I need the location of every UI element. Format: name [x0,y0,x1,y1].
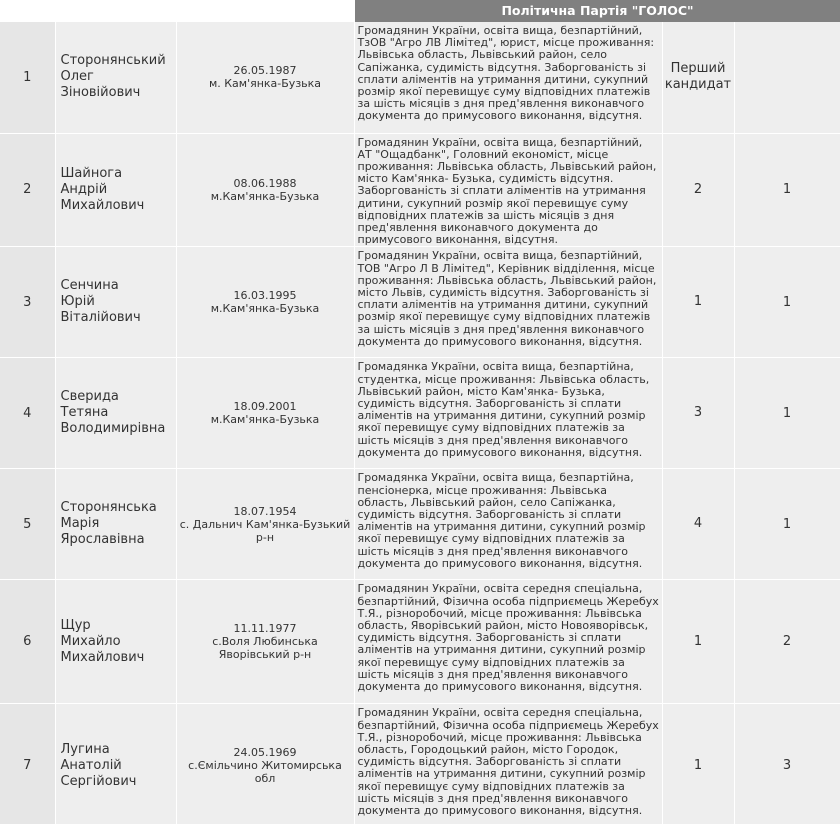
candidate-bio: Громадянка України, освіта вища, безпартійна, студентка, місце проживання: Львівська область, Львівський район, місто Кам'янка- Бузька, судимість відсутня. Заборгованість зі сплати аліментів на утримання дитини, сукупний розмір якої перевищує суму відповідних платежів за шість місяців з дня пред'явлення виконавчого документа до примусового виконання, відсутня. [354,358,662,469]
row-number: 7 [0,704,55,824]
birth-place: м.Кам'янка-Бузька [210,302,320,316]
row-number: 3 [0,247,55,358]
candidate-name [55,358,176,469]
candidate-name [55,133,176,247]
birth-info [176,580,354,704]
first-name: Марія [60,516,100,532]
surname: Щур [60,617,91,633]
birth-place: с.Ємільчино Житомирська обл [188,759,342,786]
table-row [0,133,840,247]
patronymic: Володимирівна [60,421,166,437]
candidate-bio: Громадянин України, освіта середня спеціальна, безпартійний, Фізична особа підприємець Жеребух Т.Я., різноробочий, місце проживання: Львівська область, Городоцький район, місто Городок, судимість відсутня. Заборгованість зі сплати аліментів на утримання дитини, сукупний розмір якої перевищує суму відповідних платежів за шість місяців з дня пред'явлення виконавчого документа до примусового виконання, відсутня. [354,704,662,824]
list-position: 1 [662,247,734,358]
birth-date: 18.09.2001 [233,400,297,414]
district-number: 1 [734,358,840,469]
surname: Шайнога [60,165,123,181]
surname: Сторонянська [60,500,157,516]
table-row [0,22,840,133]
header-spacer [0,0,355,22]
row-number: 6 [0,580,55,704]
patronymic: Віталійович [60,310,141,326]
first-name: Михайло [60,633,121,649]
candidate-bio: Громадянин України, освіта вища, безпартійний, ТОВ "Агро Л В Лімітед", Керівник відділення, місце проживання: Львівська область, Львівський район, місто Львів, судимість відсутня. Заборгованість зі сплати аліментів на утримання дитини, сукупний розмір якої перевищує суму відповідних платежів за шість місяців з дня пред'явлення виконавчого документа до примусового виконання, відсутня. [354,247,662,358]
list-position: 1 [662,580,734,704]
candidate-name [55,22,176,133]
birth-info [176,133,354,247]
patronymic: Михайлович [60,649,145,665]
table-row [0,247,840,358]
list-position: 1 [662,704,734,824]
candidate-name [55,469,176,580]
birth-place: с.Воля Любинська Яворівський р-н [212,635,318,662]
birth-date: 16.03.1995 [233,289,297,303]
candidate-name [55,704,176,824]
table-row [0,469,840,580]
party-title: Політична Партія "ГОЛОС" [355,0,840,22]
district-number: 1 [734,469,840,580]
patronymic: Михайлович [60,197,145,213]
first-name: Юрій [60,294,95,310]
district-number: 1 [734,247,840,358]
first-name: Тетяна [60,405,109,421]
row-number: 1 [0,22,55,133]
first-name: Андрій [60,181,108,197]
surname: Сенчина [60,278,119,294]
birth-date: 24.05.1969 [233,746,297,760]
patronymic: Ярославівна [60,532,145,548]
birth-info [176,358,354,469]
candidate-bio: Громадянин України, освіта вища, безпартійний, АТ "Ощадбанк", Головний економіст, місце проживання: Львівська область, Львівський район, місто Кам'янка- Бузька, судимість відсутня. Заборгованість зі сплати аліментів на утримання дитини, сукупний розмір якої перевищує суму відповідних платежів за шість місяців з дня пред'явлення виконавчого документа до примусового виконання, відсутня. [354,133,662,247]
row-number: 4 [0,358,55,469]
table-row [0,358,840,469]
candidate-bio: Громадянин України, освіта вища, безпартійний, ТзОВ "Агро ЛВ Лімітед", юрист, місце проживання: Львівська область, Львівський район, село Сапіжанка, судимість відсутня. Заборгованість зі сплати аліментів на утримання дитини, сукупний розмір якої перевищує суму відповідних платежів за шість місяців з дня пред'явлення виконавчого документа до примусового виконання, відсутня. [354,22,662,133]
birth-place: м.Кам'янка-Бузька [210,189,320,203]
district-number: 3 [734,704,840,824]
row-number: 2 [0,133,55,247]
surname: Сторонянський [60,53,166,69]
first-name: Олег [60,69,94,85]
birth-place: м.Кам'янка-Бузька [210,413,320,427]
candidate-name [55,247,176,358]
birth-info [176,469,354,580]
district-number [734,22,840,133]
candidate-bio: Громадянин України, освіта середня спеціальна, безпартійний, Фізична особа підприємець Жеребух Т.Я., різноробочий, місце проживання: Львівська область, Яворівський район, місто Новояворівськ, судимість відсутня. Заборгованість зі сплати аліментів на утримання дитини, сукупний розмір якої перевищує суму відповідних платежів за шість місяців з дня пред'явлення виконавчого документа до примусового виконання, відсутня. [354,580,662,704]
surname: Лугина [60,741,110,757]
birth-date: 11.11.1977 [233,622,297,636]
birth-place: с. Дальнич Кам'янка-Бузький р-н [179,517,351,544]
birth-date: 18.07.1954 [233,504,297,518]
birth-info [176,704,354,824]
patronymic: Сергійович [60,773,137,789]
birth-date: 26.05.1987 [233,64,297,78]
list-position: 2 [662,133,734,247]
district-number: 1 [734,133,840,247]
list-position: 4 [662,469,734,580]
candidate-bio: Громадянка України, освіта вища, безпартійна, пенсіонерка, місце проживання: Львівська область, Львівський район, село Сапіжанка, судимість відсутня. Заборгованість зі сплати аліментів на утримання дитини, сукупний розмір якої перевищує суму відповідних платежів за шість місяців з дня пред'явлення виконавчого документа до примусового виконання, відсутня. [354,469,662,580]
table-row [0,580,840,704]
district-number: 2 [734,580,840,704]
first-name: Анатолій [60,757,122,773]
candidate-name [55,580,176,704]
birth-place: м. Кам'янка-Бузька [208,77,322,91]
surname: Сверида [60,389,119,405]
list-position: Перший кандидат [662,22,734,133]
candidates-table [0,22,840,824]
birth-date: 08.06.1988 [233,176,297,190]
list-position: 3 [662,358,734,469]
birth-info [176,247,354,358]
table-row [0,704,840,824]
patronymic: Зіновійович [60,85,141,101]
row-number: 5 [0,469,55,580]
birth-info [176,22,354,133]
